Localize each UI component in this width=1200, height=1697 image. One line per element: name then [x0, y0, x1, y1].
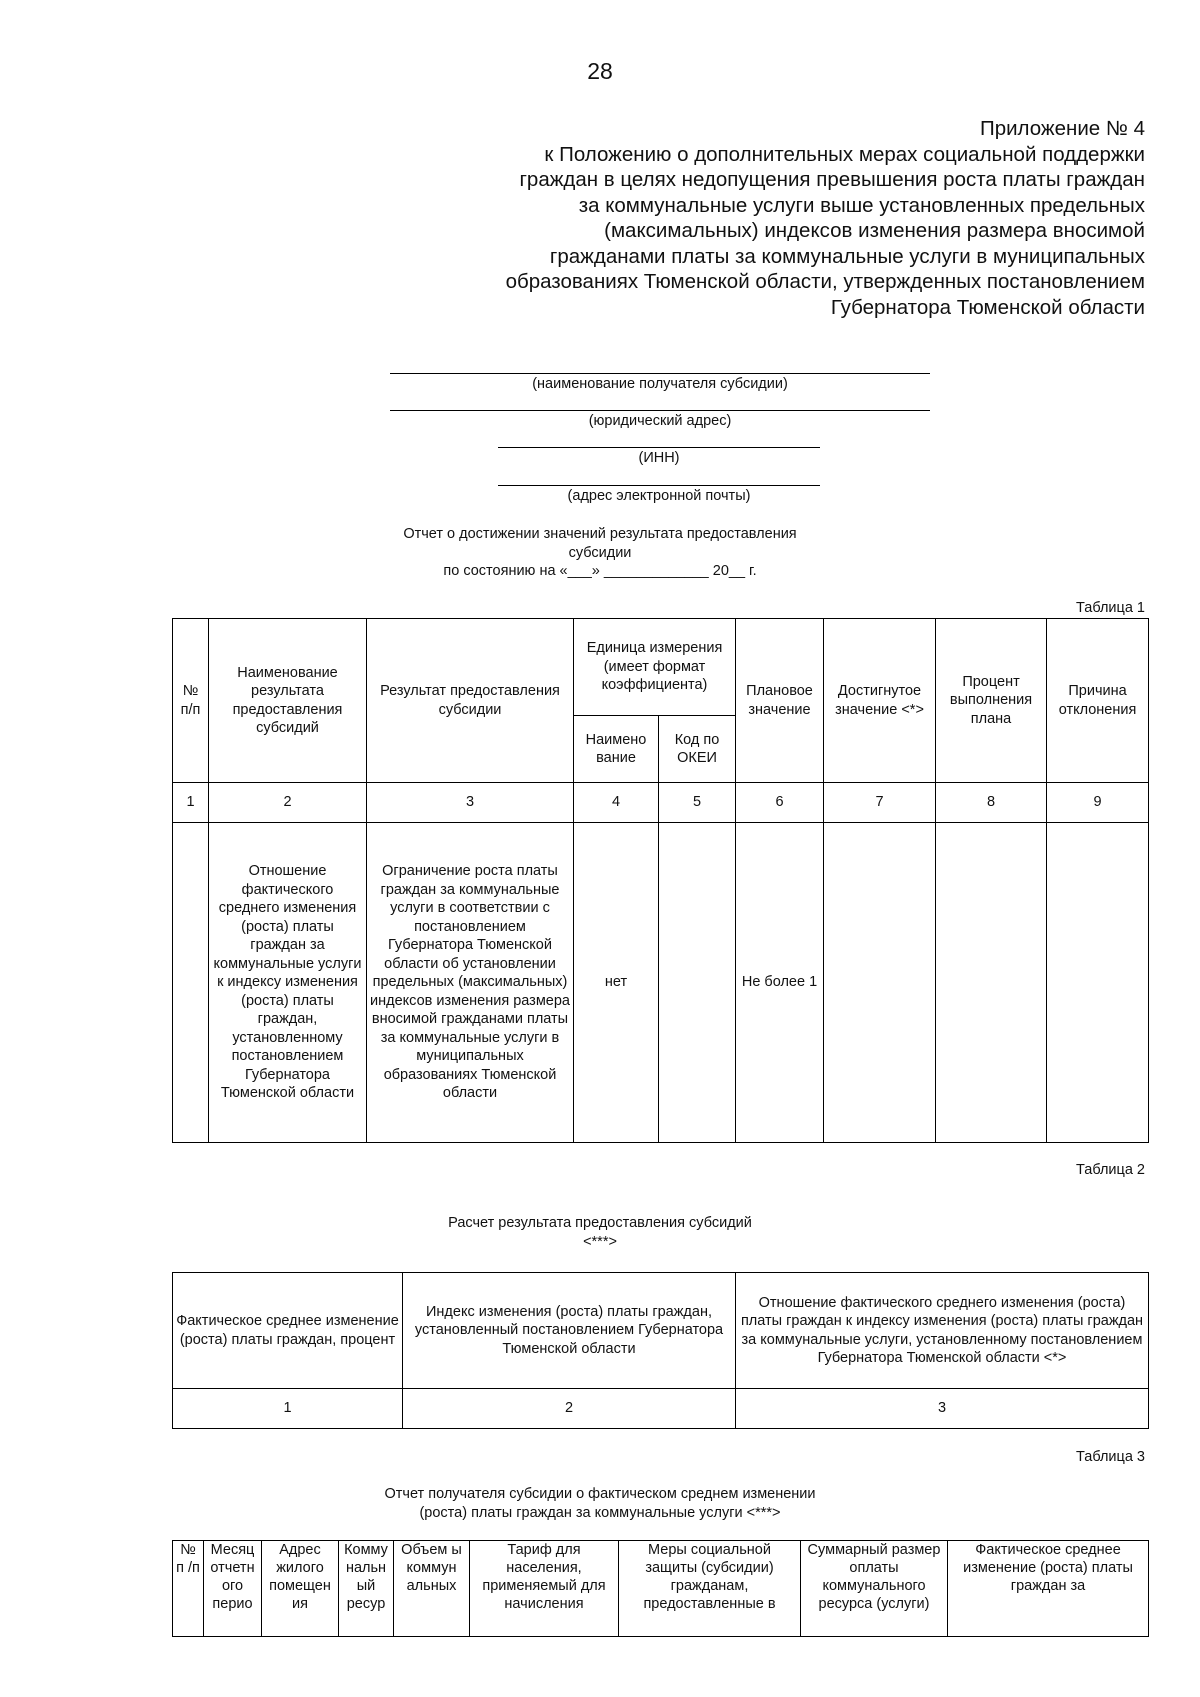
page-number: 28: [587, 58, 613, 84]
t1-colnum: 5: [659, 783, 736, 823]
t1-cell-percent[interactable]: [936, 823, 1047, 1143]
t3-header-address: Адрес жилого помещен ия: [262, 1541, 339, 1637]
report-title-line: субсидии: [568, 544, 632, 561]
t1-header-unit: Единица измерения (имеет формат коэффициента): [574, 619, 736, 716]
recipient-name-line[interactable]: [390, 373, 930, 374]
t1-cell-unit-name: нет: [574, 823, 659, 1143]
t1-colnum: 9: [1047, 783, 1149, 823]
t2-colnum: 2: [403, 1389, 736, 1429]
t1-cell-unit-code[interactable]: [659, 823, 736, 1143]
appendix-line: к Положению о дополнительных мерах социальной поддержки: [544, 142, 1145, 166]
t1-header-reason: Причина отклонения: [1047, 619, 1149, 783]
t1-colnum: 3: [367, 783, 574, 823]
table2-label: Таблица 2: [1076, 1162, 1145, 1178]
appendix-line: Приложение № 4: [979, 117, 1145, 140]
t1-header-num: № п/п: [173, 619, 209, 783]
t2-header-ratio: Отношение фактического среднего изменения (роста) платы граждан к индексу изменения (роста) платы граждан за коммунальные услуги, установленному постановлением Губернатора Тюменской области <*>: [736, 1273, 1149, 1389]
appendix-line: Губернатора Тюменской области: [830, 295, 1145, 319]
t3-header-resource: Комму нальн ый ресур: [339, 1541, 394, 1637]
t3-header-month: Месяц отчетн ого перио: [204, 1541, 262, 1637]
t1-header-planned: Плановое значение: [736, 619, 824, 783]
t1-cell-achieved[interactable]: [824, 823, 936, 1143]
t1-cell-reason[interactable]: [1047, 823, 1149, 1143]
t1-colnum: 8: [936, 783, 1047, 823]
t2-colnum: 1: [173, 1389, 403, 1429]
t3-header-tariff: Тариф для населения, применяемый для начисления: [470, 1541, 619, 1637]
table2-title-line: Расчет результата предоставления субсидий: [448, 1215, 752, 1231]
appendix-header: [425, 116, 1145, 320]
t1-colnum: 6: [736, 783, 824, 823]
t1-colnum: 2: [209, 783, 367, 823]
t3-header-actual-change: Фактическое среднее изменение (роста) платы граждан за: [948, 1541, 1149, 1637]
t1-colnum: 7: [824, 783, 936, 823]
table2-title: [0, 1214, 1200, 1251]
t3-header-num: № п /п: [173, 1541, 204, 1637]
t1-header-unit-name: Наимено вание: [574, 716, 659, 783]
t1-header-unit-code: Код по ОКЕИ: [659, 716, 736, 783]
table3-title-line: Отчет получателя субсидии о фактическом среднем изменении: [384, 1486, 816, 1502]
report-title: [0, 525, 1200, 581]
t1-cell-num[interactable]: [173, 823, 209, 1143]
t1-cell-result: Ограничение роста платы граждан за коммунальные услуги в соответствии с постановлением Губернатора Тюменской области об установлении предельных (максимальных) индексов изменения размера вносимой гражданами платы за коммунальные услуги в муниципальных образованиях Тюменской области: [367, 823, 574, 1143]
appendix-line: граждан в целях недопущения превышения роста платы граждан: [519, 168, 1145, 191]
t1-cell-result-name: Отношение фактического среднего изменения (роста) платы граждан за коммунальные услуги к индексу изменения (роста) платы граждан, установленному постановлением Губернатора Тюменской области: [209, 823, 367, 1143]
legal-address-caption: (юридический адрес): [588, 413, 732, 429]
t1-header-achieved: Достигнутое значение <*>: [824, 619, 936, 783]
t1-header-result-name: Наименование результата предоставления субсидий: [209, 619, 367, 783]
t1-colnum: 4: [574, 783, 659, 823]
legal-address-line[interactable]: [390, 410, 930, 411]
t3-header-total-payment: Суммарный размер оплаты коммунального ресурса (услуги): [801, 1541, 948, 1637]
table3-label: Таблица 3: [1076, 1449, 1145, 1465]
appendix-line: гражданами платы за коммунальные услуги в муниципальных: [549, 244, 1145, 268]
appendix-line: за коммунальные услуги выше установленных предельных: [578, 193, 1145, 217]
table3-title-line: (роста) платы граждан за коммунальные услуги <***>: [419, 1504, 781, 1521]
report-date-line: по состоянию на «___» _____________ 20__ г.: [443, 563, 757, 579]
t1-colnum: 1: [173, 783, 209, 823]
t2-colnum: 3: [736, 1389, 1149, 1429]
t3-header-social-measures: Меры социальной защиты (субсидии) гражданам, предоставленные в: [619, 1541, 801, 1637]
t3-header-volume: Объем ы коммун альных: [394, 1541, 470, 1637]
t1-cell-planned: Не более 1: [736, 823, 824, 1143]
t1-header-percent: Процент выполнения плана: [936, 619, 1047, 783]
appendix-line: образованиях Тюменской области, утвержденных постановлением: [505, 270, 1145, 293]
inn-caption: (ИНН): [638, 450, 680, 466]
email-line[interactable]: [498, 485, 820, 486]
table1-label: Таблица 1: [1076, 600, 1145, 616]
table1: [172, 618, 1149, 1143]
table2-title-note: <***>: [583, 1233, 617, 1250]
report-title-line: Отчет о достижении значений результата предоставления: [403, 526, 797, 542]
table3: [172, 1540, 1149, 1637]
table3-title: [0, 1485, 1200, 1522]
t2-header-actual-change: Фактическое среднее изменение (роста) платы граждан, процент: [173, 1273, 403, 1389]
email-caption: (адрес электронной почты): [567, 488, 751, 504]
t1-header-result: Результат предоставления субсидии: [367, 619, 574, 783]
recipient-name-caption: (наименование получателя субсидии): [532, 376, 788, 392]
table2: [172, 1272, 1149, 1429]
appendix-line: (максимальных) индексов изменения размера вносимой: [604, 219, 1145, 242]
inn-line[interactable]: [498, 447, 820, 448]
t2-header-index: Индекс изменения (роста) платы граждан, установленный постановлением Губернатора Тюменской области: [403, 1273, 736, 1389]
